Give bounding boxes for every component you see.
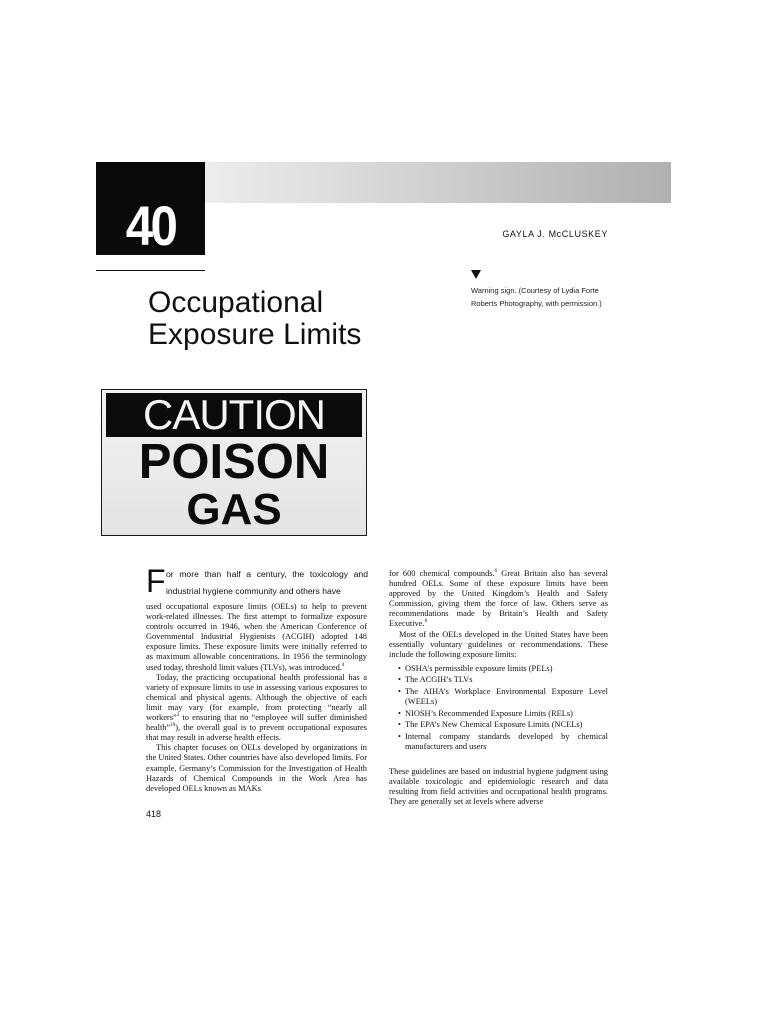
sign-caution-text: CAUTION [106, 393, 362, 437]
chapter-number: 40 [125, 194, 176, 257]
chapter-title-line2: Exposure Limits [148, 318, 362, 351]
figure-caption: Warning sign. (Courtesy of Lydia Forte Roberts Photography, with permission.) [471, 286, 602, 308]
list-item: • OSHA’s permissible exposure limits (PELs) [398, 664, 608, 674]
paragraph-2: Today, the practicing occupational health professional has a variety of exposure limits to use in assessing various exposures to chemical and physical agents. Although the objective of each limit may vary (for example, from protecting “nearly all workers”$^3$ to ensuring that no “employee will suffer diminished health”$^{19}$), the overall goal is to prevent occupational exposures that may result in adverse health effects. [146, 672, 367, 743]
title-rule [96, 270, 205, 271]
paragraph-6: These guidelines are based on industrial hygiene judgment using available toxicologic and epidemiologic research and data resulting from field activities and occupational health programs. They are generally set at levels where adverse [389, 767, 608, 807]
header-gradient-bar [205, 162, 671, 203]
warning-sign-photo [101, 389, 367, 536]
exposure-limits-list [389, 664, 608, 752]
left-column [146, 602, 367, 794]
caption-triangle-icon [471, 270, 481, 279]
chapter-title-line1: Occupational [148, 286, 324, 319]
lead-paragraph-opening: or more than half a century, the toxicology and industrial hygiene community and others have [166, 569, 368, 596]
paragraph-3: This chapter focuses on OELs developed by organizations in the United States. Other countries have also developed limits. For example, Germany’s Commission for the Investigation of Health Hazards of Chemical Compounds in the Work Area has developed OELs known as MAKs [146, 743, 367, 793]
list-item: • The EPA’s New Chemical Exposure Limits (NCELs) [398, 720, 608, 730]
sign-poison-text: POISON [138, 435, 330, 489]
list-item: • The AIHA’s Workplace Environmental Exposure Level (WEELs) [398, 687, 608, 707]
list-item: • The ACGIH’s TLVs [398, 675, 608, 685]
paragraph-1-continued: used occupational exposure limits (OELs) to help to prevent work-related illnesses. The first attempt to formalize exposure controls occurred in 1946, when the American Conference of Governmental Industrial Hygienists (ACGIH) adopted 148 exposure limits. These exposure limits were initially referred to as maximum allowable concentrations. In 1956 the terminology used today, threshold limit values (TLVs), was introduced.$^4$ [146, 602, 367, 672]
page-number: 418 [146, 809, 162, 819]
list-item: • Internal company standards developed by chemical manufacturers and users [398, 732, 608, 752]
chapter-title [148, 287, 408, 351]
paragraph-4: for 600 chemical compounds.$^6$ Great Britain also has several hundred OELs. Some of these exposure limits have been approved by the United Kingdom’s Health and Safety Commission, giving them the force of law. Others serve as recommendations made by Britain’s Health and Safety Executive.$^8$ [389, 569, 608, 629]
right-column [389, 569, 608, 807]
paragraph-5: Most of the OELs developed in the United States have been essentially voluntary guidelines or recommendations. These include the following exposure limits: [389, 629, 608, 659]
list-item: • NIOSH’s Recommended Exposure Limits (RELs) [398, 709, 608, 719]
sign-gas-text: GAS [186, 485, 282, 534]
author-name: GAYLA J. McCLUSKEY [502, 229, 608, 239]
drop-cap: F [146, 563, 166, 599]
